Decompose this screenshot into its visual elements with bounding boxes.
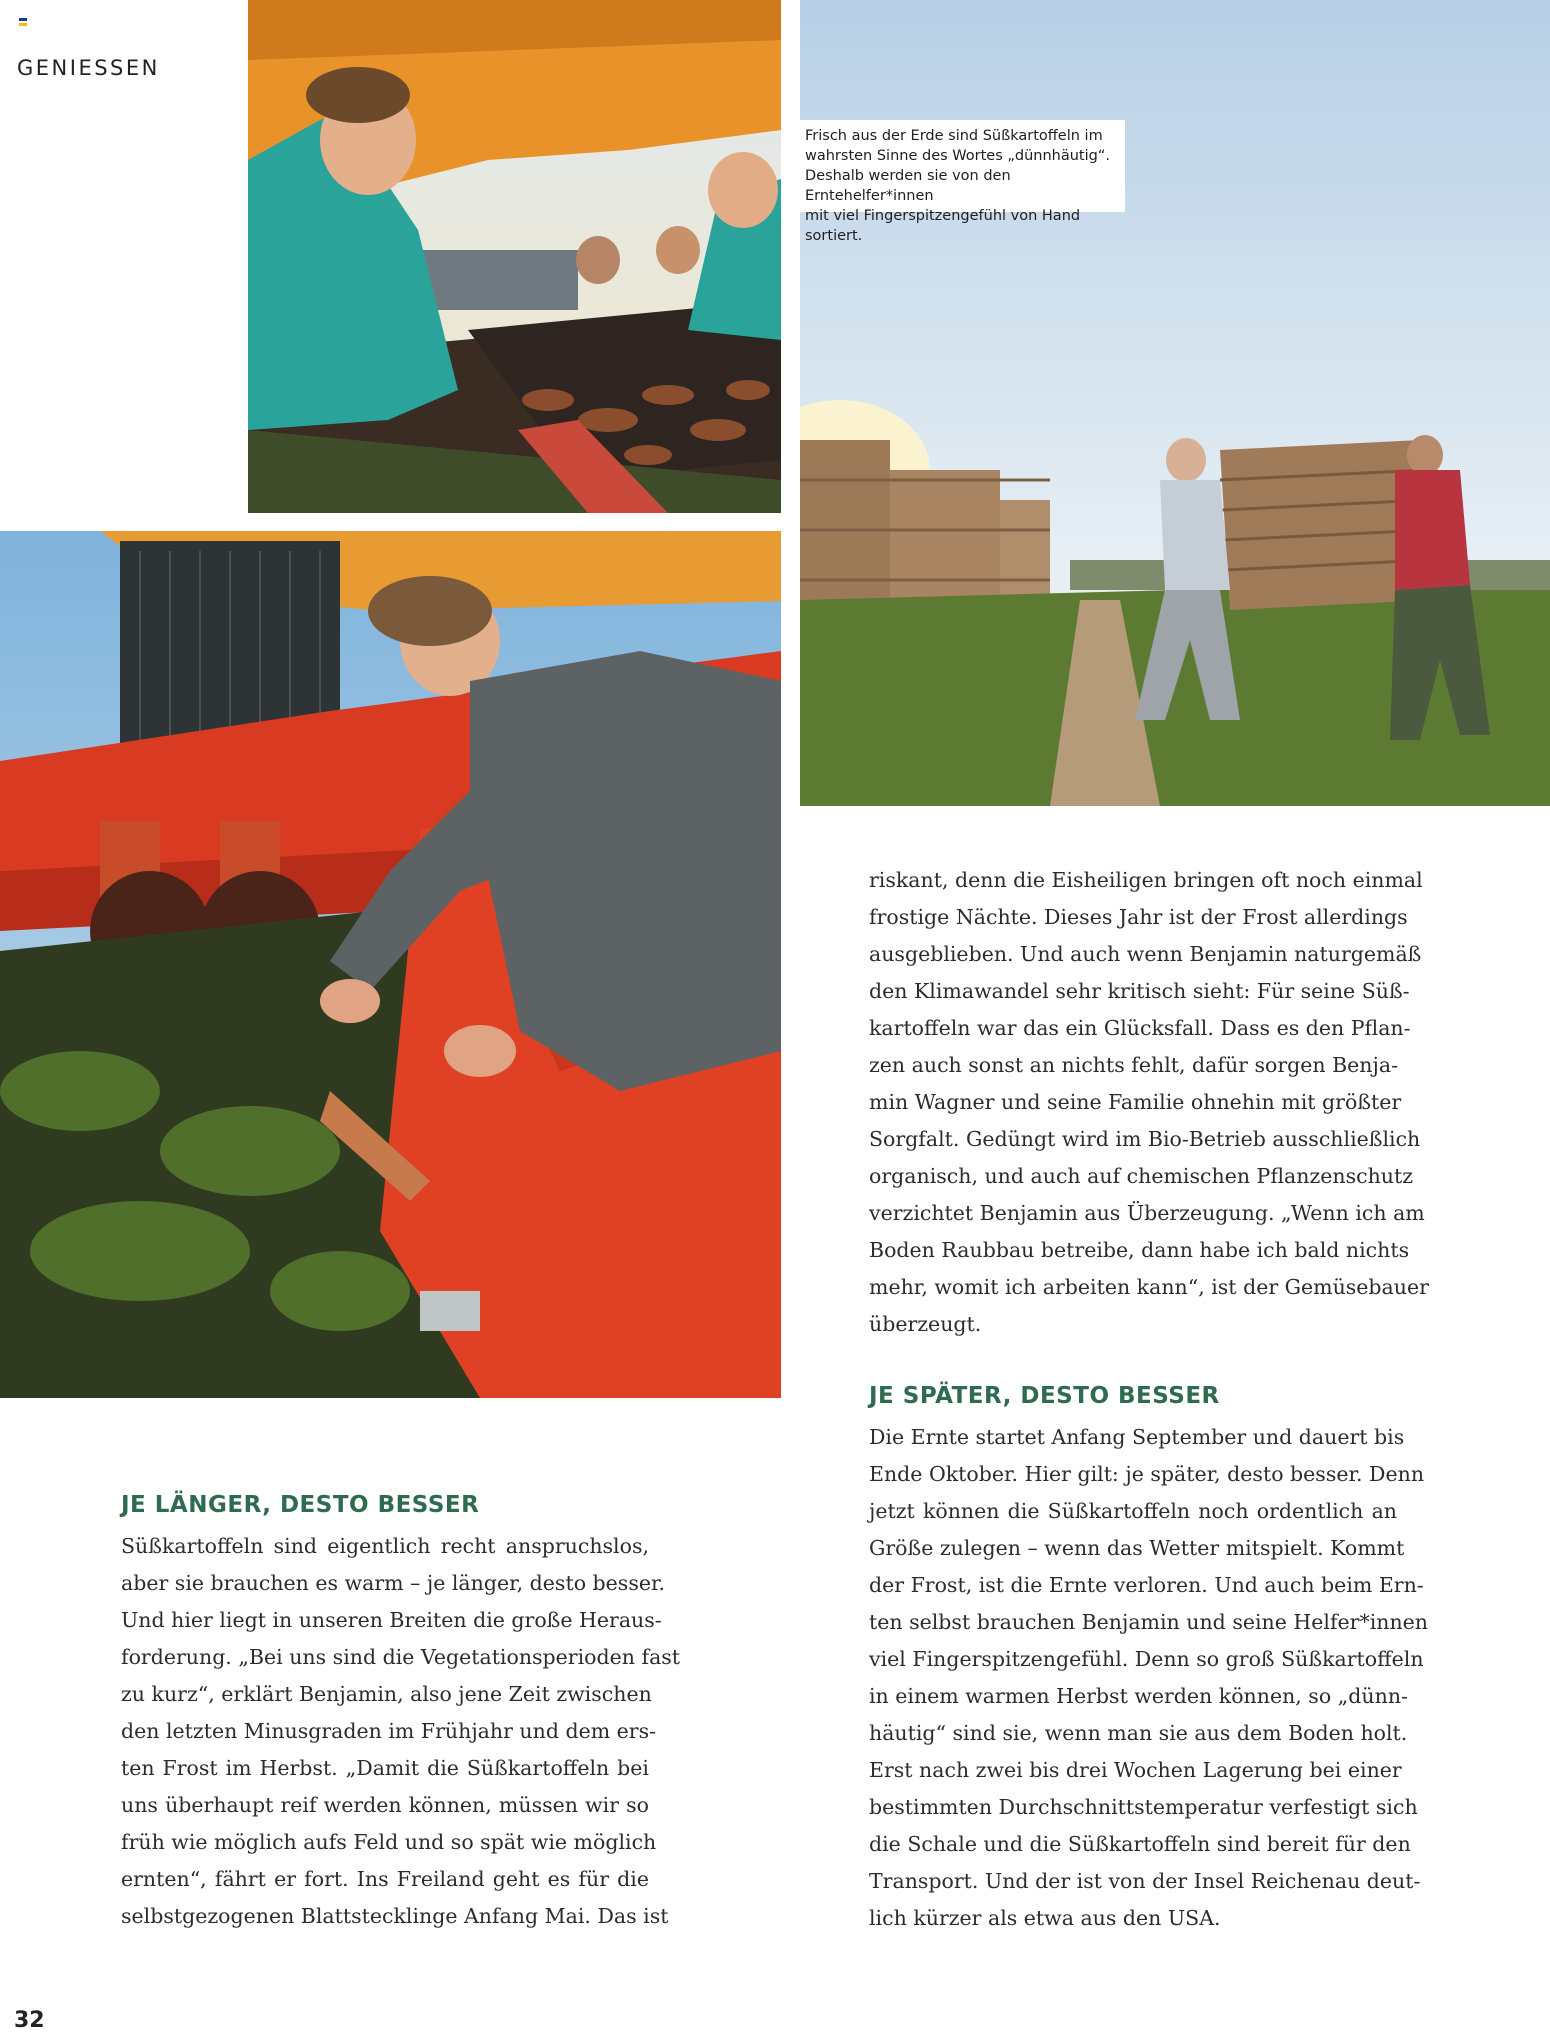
text-line: die Schale und die Süßkartoffeln sind bereit für den (869, 1832, 1411, 1856)
article-text-left (121, 1528, 681, 1935)
caption-line: wahrsten Sinne des Wortes „dünnhäutig“. (805, 148, 1110, 164)
text-line: den letzten Minusgraden im Frühjahr und dem ers- (121, 1719, 657, 1743)
text-line: den Klimawandel sehr kritisch sieht: Für seine Süß- (869, 979, 1410, 1003)
text-line: überzeugt. (869, 1312, 982, 1336)
caption-line: Deshalb werden sie von den Erntehelfer*innen (805, 168, 1011, 204)
text-line: Transport. Und der ist von der Insel Reichenau deut- (869, 1869, 1421, 1893)
section-heading-right: JE SPÄTER, DESTO BESSER (869, 1383, 1220, 1409)
text-line: ernten“, fährt er fort. Ins Freiland geht es für die (121, 1867, 649, 1891)
text-line: Größe zulegen – wenn das Wetter mitspielt. Kommt (869, 1536, 1405, 1560)
text-line: Und hier liegt in unseren Breiten die große Heraus- (121, 1608, 662, 1632)
text-line: der Frost, ist die Ernte verloren. Und auch beim Ern- (869, 1573, 1424, 1597)
text-line: zu kurz“, erklärt Benjamin, also jene Zeit zwischen (121, 1682, 652, 1706)
text-line: selbstgezogenen Blattstecklinge Anfang Mai. Das ist (121, 1904, 669, 1928)
text-line: häutig“ sind sie, wenn man sie aus dem Boden holt. (869, 1721, 1408, 1745)
text-line: uns überhaupt reif werden können, müssen wir so (121, 1793, 649, 1817)
text-line: Erst nach zwei bis drei Wochen Lagerung bei einer (869, 1758, 1402, 1782)
text-line: min Wagner und seine Familie ohnehin mit größter (869, 1090, 1402, 1114)
text-line: früh wie möglich aufs Feld und so spät wie möglich (121, 1830, 657, 1854)
caption-line: mit viel Fingerspitzengefühl von Hand sortiert. (805, 208, 1081, 244)
text-line: mehr, womit ich arbeiten kann“, ist der Gemüsebauer (869, 1275, 1429, 1299)
text-line: viel Fingerspitzengefühl. Denn so groß Süßkartoffeln (869, 1647, 1424, 1671)
text-line: ausgeblieben. Und auch wenn Benjamin naturgemäß (869, 942, 1422, 966)
text-line: riskant, denn die Eisheiligen bringen oft noch einmal (869, 868, 1423, 892)
section-label: GENIESSEN (17, 56, 160, 80)
text-line: jetzt können die Süßkartoffeln noch ordentlich an (869, 1499, 1397, 1523)
text-line: ten Frost im Herbst. „Damit die Süßkartoffeln bei (121, 1756, 649, 1780)
text-line: organisch, und auch auf chemischen Pflanzenschutz (869, 1164, 1414, 1188)
page-number: 32 (14, 2008, 45, 2033)
text-line: frostige Nächte. Dieses Jahr ist der Frost allerdings (869, 905, 1408, 929)
text-line: Sorgfalt. Gedüngt wird im Bio-Betrieb ausschließlich (869, 1127, 1421, 1151)
text-line: verzichtet Benjamin aus Überzeugung. „Wenn ich am (869, 1201, 1425, 1225)
photo-caption (800, 120, 1125, 244)
text-line: Süßkartoffeln sind eigentlich recht anspruchslos, (121, 1534, 649, 1558)
text-line: lich kürzer als etwa aus den USA. (869, 1906, 1221, 1930)
text-line: bestimmten Durchschnittstemperatur verfestigt sich (869, 1795, 1418, 1819)
text-line: forderung. „Bei uns sind die Vegetationsperioden fast (121, 1645, 681, 1669)
text-line: kartoffeln war das ein Glücksfall. Dass es den Pflan- (869, 1016, 1411, 1040)
text-line: Die Ernte startet Anfang September und dauert bis (869, 1425, 1405, 1449)
farmer-at-harvester-photo (0, 531, 781, 1398)
text-line: Boden Raubbau betreibe, dann habe ich bald nichts (869, 1238, 1410, 1262)
text-line: Ende Oktober. Hier gilt: je später, desto besser. Denn (869, 1462, 1425, 1486)
text-line: aber sie brauchen es warm – je länger, desto besser. (121, 1571, 666, 1595)
article-text-right-top (869, 862, 1429, 1343)
text-line: ten selbst brauchen Benjamin und seine Helfer*innen (869, 1610, 1429, 1634)
brand-logo-icon (19, 18, 27, 28)
harvest-workers-sorting-photo (248, 0, 781, 513)
text-line: zen auch sonst an nichts fehlt, dafür sorgen Benja- (869, 1053, 1399, 1077)
section-heading-left: JE LÄNGER, DESTO BESSER (121, 1492, 480, 1518)
caption-line: Frisch aus der Erde sind Süßkartoffeln im (805, 128, 1103, 144)
text-line: in einem warmen Herbst werden können, so „dünn- (869, 1684, 1408, 1708)
article-text-right-bottom (869, 1419, 1429, 1937)
